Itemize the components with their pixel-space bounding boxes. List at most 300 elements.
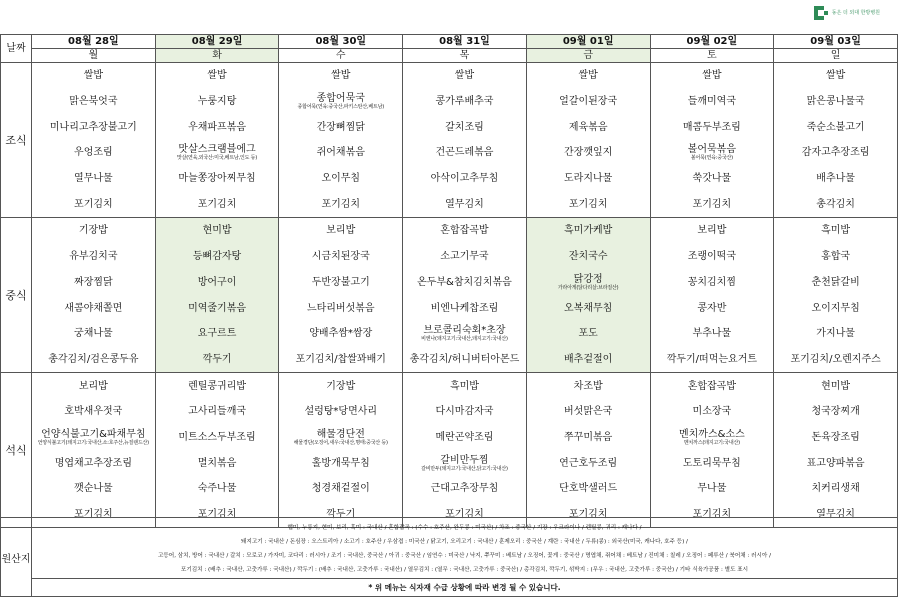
menu-item	[279, 244, 402, 270]
origin-section	[0, 517, 898, 597]
menu-item-name: 혼합잡곡밥	[687, 380, 737, 392]
menu-item	[403, 476, 526, 502]
menu-item-origin: 갈비만두(돼지고기:국내산,닭고기:국내산)	[421, 465, 508, 472]
menu-item	[651, 425, 774, 451]
menu-item-name: 근대고추장무침	[430, 483, 499, 495]
menu-item	[651, 244, 774, 270]
day-date: 08월 29일	[155, 35, 279, 49]
day-date: 08월 30일	[279, 35, 403, 49]
menu-item-name: 감자고추장조림	[801, 147, 870, 159]
day-of-week: 화	[155, 49, 279, 63]
menu-item	[156, 191, 279, 217]
menu-item-name: 종합어묵국	[316, 93, 365, 105]
menu-item-name: 총각김치/검은콩두유	[48, 353, 139, 365]
menu-item-name: 단호박샐러드	[559, 483, 618, 495]
menu-item	[279, 295, 402, 321]
menu-item-name: 보리밥	[326, 225, 356, 237]
menu-item	[774, 140, 897, 166]
menu-item	[32, 244, 155, 270]
menu-item-name: 보리밥	[78, 380, 108, 392]
menu-item-name: 오이지무침	[811, 302, 860, 314]
menu-item-name: 쥐어채볶음	[316, 147, 365, 159]
menu-item-name: 언양식불고기&파채무침	[41, 428, 146, 440]
menu-item	[156, 166, 279, 192]
day-of-week: 토	[650, 49, 774, 63]
menu-item-name: 건곤드레볶음	[435, 147, 494, 159]
menu-item	[403, 140, 526, 166]
menu-item	[32, 218, 155, 244]
menu-item-name: 볼어묵볶음	[687, 144, 737, 156]
menu-item	[774, 321, 897, 347]
menu-item	[527, 191, 650, 217]
hospital-logo	[814, 6, 880, 20]
menu-cell	[155, 373, 279, 528]
menu-cell	[526, 373, 650, 528]
menu-item	[156, 476, 279, 502]
menu-item-name: 오이무침	[321, 173, 361, 185]
menu-item	[279, 450, 402, 476]
menu-item-name: 흑미가케밥	[564, 225, 613, 237]
menu-item	[403, 425, 526, 451]
meal-label: 석식	[1, 373, 32, 528]
menu-item	[774, 399, 897, 425]
menu-item-name: 미트소스두부조림	[178, 431, 256, 443]
menu-item	[527, 89, 650, 115]
menu-item-name: 포기김치	[692, 509, 732, 521]
menu-cell	[650, 373, 774, 528]
menu-item	[651, 373, 774, 399]
menu-item-name: 조랭이떡국	[687, 251, 737, 263]
menu-item	[403, 270, 526, 296]
origin-lines	[32, 518, 897, 578]
menu-item-name: 열무김치	[816, 509, 855, 521]
menu-item	[403, 373, 526, 399]
menu-item-origin: 해물경단(오징어,새우:국내산,명태:중국산 등)	[293, 439, 388, 446]
menu-item-name: 표고양파볶음	[806, 457, 865, 469]
menu-item-name: 설렁탕*당면사리	[304, 406, 378, 418]
menu-item	[32, 270, 155, 296]
day-of-week: 일	[774, 49, 898, 63]
menu-item-name: 포기김치	[445, 509, 484, 521]
day-of-week: 금	[526, 49, 650, 63]
origin-note: * 위 메뉴는 식자재 수급 상황에 따라 변경 될 수 있습니다.	[32, 578, 897, 596]
menu-item-name: 쌀밥	[83, 70, 104, 82]
menu-cell	[526, 63, 650, 218]
menu-item	[527, 321, 650, 347]
menu-item-name: 흑미밥	[449, 380, 479, 392]
menu-item	[156, 140, 279, 166]
menu-item	[32, 425, 155, 451]
meal-label: 조식	[1, 63, 32, 218]
menu-item-origin: 멘치까스(돼지고기:국내산)	[683, 439, 740, 446]
menu-item	[774, 166, 897, 192]
menu-item	[279, 218, 402, 244]
menu-item	[774, 450, 897, 476]
menu-item-name: 미소장국	[692, 406, 732, 418]
menu-item-name: 포기김치	[692, 198, 732, 210]
menu-item-name: 멘치까스&소스	[678, 428, 745, 440]
menu-item	[527, 450, 650, 476]
menu-item-name: 포기김치/찹쌀꽈배기	[295, 353, 386, 365]
menu-item	[32, 450, 155, 476]
menu-item-name: 혼합잡곡밥	[440, 225, 489, 237]
menu-item	[403, 347, 526, 373]
menu-item-name: 누룽지탕	[197, 96, 237, 108]
menu-cell	[155, 63, 279, 218]
menu-item-name: 간장뼈찜닭	[316, 121, 365, 133]
menu-item-name: 배추겉절이	[564, 353, 613, 365]
menu-item-name: 포기김치	[568, 509, 608, 521]
menu-item	[279, 270, 402, 296]
menu-cell	[774, 218, 898, 373]
menu-item-name: 치커리생채	[811, 483, 860, 495]
menu-item	[32, 399, 155, 425]
menu-item-name: 홀방개묵무침	[311, 457, 370, 469]
menu-item	[527, 476, 650, 502]
menu-item-name: 춘천닭갈비	[811, 276, 860, 288]
menu-item	[279, 476, 402, 502]
menu-item	[156, 270, 279, 296]
menu-item-name: 비엔나케찹조림	[430, 302, 499, 314]
menu-cell	[155, 218, 279, 373]
menu-item-name: 요구르트	[197, 328, 237, 340]
menu-item-name: 등뼈감자탕	[192, 251, 242, 263]
day-date: 08월 31일	[403, 35, 527, 49]
menu-item-name: 잔치국수	[568, 251, 608, 263]
menu-item	[403, 191, 526, 217]
day-date: 09월 03일	[774, 35, 898, 49]
menu-item-name: 청국장찌개	[811, 406, 860, 418]
menu-item-name: 맑은콩나물국	[806, 96, 865, 108]
menu-item-name: 열무김치	[445, 198, 484, 210]
menu-item-name: 브로콜리숙회*초장	[423, 325, 506, 337]
menu-item	[527, 295, 650, 321]
menu-item	[651, 399, 774, 425]
menu-item	[156, 425, 279, 451]
menu-item-name: 짜장찜닭	[74, 276, 113, 288]
menu-item	[774, 270, 897, 296]
menu-item-name: 쌀밥	[331, 70, 351, 82]
menu-item-name: 부추나물	[692, 328, 732, 340]
menu-item	[527, 399, 650, 425]
menu-item-name: 명엽채고추장조림	[54, 457, 132, 469]
menu-item-name: 도라지나물	[564, 173, 613, 185]
menu-item	[279, 425, 402, 451]
menu-item-name: 깍두기	[202, 353, 232, 365]
menu-cell	[403, 218, 527, 373]
menu-item-name: 쌀밥	[207, 70, 227, 82]
menu-item-name: 홍합국	[821, 251, 851, 263]
menu-item-name: 방어구이	[197, 276, 237, 288]
day-date: 09월 02일	[650, 35, 774, 49]
menu-item	[403, 450, 526, 476]
menu-item-name: 가지나물	[816, 328, 855, 340]
logo-mark-icon	[814, 6, 828, 20]
menu-cell	[32, 373, 156, 528]
menu-item	[651, 450, 774, 476]
menu-item-name: 현미밥	[821, 380, 851, 392]
menu-item	[156, 218, 279, 244]
menu-item-name: 포기김치/오렌지주스	[790, 353, 881, 365]
logo-text: 동은 더 외대 한방병원	[831, 9, 880, 16]
origin-line: 고등어, 삼치, 방어 : 국내산 / 갈치 : 모로코 / 가자미, 코다리 : 러시아 / 조기 : 국내산, 중국산 / 아귀 : 중국산 / 임연수 : 미국산 / 낙지, 쭈꾸미 : 베트남 / 오징어, 꽃게 : 중국산 / 명엽채, 쥐어채 : 베트남 / 진미채 : 칠레 / 오징어 : 페루산 / 북어채 : 러시아 /	[158, 553, 771, 559]
menu-item	[403, 114, 526, 140]
menu-item-name: 양배추쌈*쌈장	[309, 328, 373, 340]
menu-item	[651, 191, 774, 217]
date-header-label: 날짜	[1, 35, 32, 63]
menu-item-origin: 가라아게(닭다리살:브라질산)	[557, 284, 619, 291]
menu-cell	[32, 63, 156, 218]
menu-item-name: 총각김치	[816, 198, 855, 210]
menu-item	[527, 270, 650, 296]
menu-cell	[403, 373, 527, 528]
menu-item-name: 새콤야채쫄면	[64, 302, 123, 314]
menu-cell	[650, 218, 774, 373]
menu-item	[651, 89, 774, 115]
menu-item	[527, 114, 650, 140]
menu-item-origin: 비엔나(돼지고기:국내산,돼지고기:국내산)	[421, 336, 508, 343]
menu-item-origin: 볼어묵(연육:중국산)	[690, 155, 733, 162]
menu-item	[32, 476, 155, 502]
menu-item-name: 청경채겉절이	[311, 483, 370, 495]
menu-item	[32, 321, 155, 347]
menu-item	[651, 166, 774, 192]
menu-item-name: 포도	[578, 328, 598, 340]
menu-cell	[774, 373, 898, 528]
menu-item-name: 얼갈이된장국	[559, 96, 618, 108]
menu-cell	[279, 373, 403, 528]
menu-item-name: 현미밥	[202, 225, 232, 237]
menu-item-name: 호박새우젓국	[64, 406, 123, 418]
origin-line: 햅미, 누룽지, 현미, 보리, 흑미 : 국내산 / 혼합잡곡 : (수수 : 호주산, 완두콩 : 미국산) / 차조 : 중국산 / 기장 : 우크라이나 / 렌틸콩, 귀리 : 캐나다 /	[287, 525, 642, 531]
menu-item-name: 다시마감자국	[435, 406, 494, 418]
menu-item-name: 우채파프볶음	[188, 121, 247, 133]
menu-item-name: 흑미밥	[821, 225, 851, 237]
menu-item	[156, 450, 279, 476]
menu-item	[403, 166, 526, 192]
menu-item	[527, 347, 650, 373]
menu-item-name: 포기김치	[197, 509, 237, 521]
origin-line: 포기김치 : (배추 : 국내산, 고춧가루 : 국내산) / 깍두기 : (배추 : 국내산, 고춧가루 : 국내산) / 열무김치 : (열무 : 국내산, 고춧가루 : 중국산) / 총각김치, 깍두기, 섞박지 : (무우 : 국내산, 고춧가루 : 중국산) / 기타 식육가공품 : 별도 표시	[180, 567, 749, 573]
menu-item-name: 무나물	[697, 483, 727, 495]
origin-line: 돼지고기 : 국내산 / 돈심장 : 오스트리아 / 소고기 : 호주산 / 우삼겹 : 미국산 / 닭고기, 오리고기 : 국내산 / 훈제오리 : 중국산 / 계란 : 국내산 / 두류(콩) : 외국산(미국, 캐나다, 호주 등) /	[241, 539, 688, 545]
menu-item-name: 기장밥	[326, 380, 356, 392]
menu-item	[32, 114, 155, 140]
menu-item-name: 죽순소불고기	[806, 121, 865, 133]
menu-item-name: 포기김치	[74, 198, 113, 210]
menu-item-name: 렌틸콩귀리밥	[188, 380, 247, 392]
menu-item-name: 미나리고추장불고기	[49, 121, 137, 133]
day-of-week: 수	[279, 49, 403, 63]
menu-item	[279, 140, 402, 166]
menu-item-name: 버섯맑은국	[564, 406, 613, 418]
menu-item	[527, 244, 650, 270]
menu-item-name: 포기김치	[321, 198, 361, 210]
menu-item	[651, 218, 774, 244]
menu-item-name: 간장깻잎지	[564, 147, 613, 159]
menu-item-name: 포기김치	[74, 509, 113, 521]
menu-item	[279, 114, 402, 140]
menu-item-name: 유부김치국	[69, 251, 118, 263]
menu-item	[774, 425, 897, 451]
menu-item	[403, 399, 526, 425]
menu-item-name: 보리밥	[697, 225, 727, 237]
menu-cell	[279, 63, 403, 218]
menu-item-name: 깻순나물	[74, 483, 113, 495]
menu-item	[774, 63, 897, 89]
menu-item-name: 갈치조림	[445, 121, 484, 133]
menu-item	[403, 89, 526, 115]
menu-item	[156, 321, 279, 347]
menu-item-name: 도토리묵무침	[682, 457, 741, 469]
menu-item	[774, 347, 897, 373]
menu-item-name: 쭈꾸미볶음	[564, 431, 613, 443]
menu-item-name: 제육볶음	[568, 121, 608, 133]
menu-item-name: 포기김치	[197, 198, 237, 210]
menu-item	[32, 191, 155, 217]
menu-item	[403, 321, 526, 347]
menu-cell	[526, 218, 650, 373]
menu-item	[527, 63, 650, 89]
menu-item	[156, 63, 279, 89]
menu-item-origin: 종합어묵(연육:중국산,파키스탄산,베트남)	[297, 104, 384, 111]
menu-item-name: 마늘쫑장아찌무침	[178, 173, 256, 185]
menu-item	[279, 399, 402, 425]
menu-item	[527, 373, 650, 399]
menu-item	[32, 166, 155, 192]
menu-item-name: 오복채무침	[564, 302, 613, 314]
menu-item	[651, 295, 774, 321]
menu-item-name: 차조밥	[573, 380, 603, 392]
menu-item	[156, 244, 279, 270]
menu-item-name: 소고기무국	[440, 251, 489, 263]
menu-item	[156, 114, 279, 140]
menu-item	[774, 191, 897, 217]
menu-item	[32, 373, 155, 399]
menu-item	[774, 218, 897, 244]
menu-item	[279, 166, 402, 192]
menu-item-name: 쌀밥	[702, 70, 722, 82]
menu-item-name: 맛살스크램블에그	[178, 144, 256, 156]
menu-item-name: 들깨미역국	[687, 96, 737, 108]
menu-item-name: 콩자반	[697, 302, 727, 314]
menu-item	[774, 114, 897, 140]
menu-item-name: 쌀밥	[825, 70, 846, 82]
menu-item-name: 콩가루배추국	[435, 96, 494, 108]
menu-item	[156, 89, 279, 115]
menu-item	[32, 295, 155, 321]
menu-item	[527, 425, 650, 451]
menu-item	[527, 140, 650, 166]
menu-item-name: 기장밥	[78, 225, 108, 237]
menu-cell	[774, 63, 898, 218]
menu-item-name: 미역줄기볶음	[188, 302, 247, 314]
menu-item	[651, 140, 774, 166]
menu-item	[774, 373, 897, 399]
menu-item	[403, 295, 526, 321]
day-date: 08월 28일	[32, 35, 156, 49]
menu-item	[403, 244, 526, 270]
menu-item-name: 숙주나물	[197, 483, 237, 495]
menu-item-name: 포기김치	[568, 198, 608, 210]
meal-label: 중식	[1, 218, 32, 373]
menu-item	[651, 476, 774, 502]
menu-item-name: 쌀밥	[578, 70, 598, 82]
menu-item-name: 깍두기/떠먹는요거트	[666, 353, 758, 365]
menu-item	[32, 89, 155, 115]
menu-item	[156, 347, 279, 373]
menu-cell	[403, 63, 527, 218]
menu-item	[403, 218, 526, 244]
menu-item	[32, 140, 155, 166]
menu-item-name: 아삭이고추무침	[430, 173, 499, 185]
menu-item-name: 궁채나물	[74, 328, 113, 340]
menu-item-name: 쌀밥	[454, 70, 475, 82]
menu-item-name: 깍두기	[326, 509, 356, 521]
menu-item	[279, 191, 402, 217]
menu-item	[774, 476, 897, 502]
menu-item-name: 갈비만두찜	[440, 454, 489, 466]
menu-item	[651, 270, 774, 296]
day-date: 09월 01일	[526, 35, 650, 49]
menu-item	[651, 114, 774, 140]
menu-item	[774, 295, 897, 321]
menu-item	[527, 166, 650, 192]
menu-item	[651, 321, 774, 347]
menu-item	[651, 63, 774, 89]
menu-item-origin: 언양식불고기(돼지고기:국내산,소:호주산,뉴질랜드산)	[37, 439, 149, 446]
day-of-week: 목	[403, 49, 527, 63]
menu-item-name: 맑은북엇국	[69, 96, 118, 108]
day-of-week: 월	[32, 49, 156, 63]
menu-item	[156, 373, 279, 399]
menu-item	[156, 399, 279, 425]
menu-item-name: 시금치된장국	[311, 251, 370, 263]
menu-item-name: 두반장불고기	[311, 276, 370, 288]
menu-item	[774, 244, 897, 270]
menu-item-name: 멸치볶음	[197, 457, 237, 469]
menu-item	[279, 321, 402, 347]
menu-item	[774, 89, 897, 115]
menu-item	[279, 373, 402, 399]
menu-item-name: 꽁치김치찜	[687, 276, 737, 288]
menu-item-name: 총각김치/허니버터아몬드	[409, 353, 520, 365]
menu-item-origin: 맛살(연육,외국산:미국,베트남,인도 등)	[177, 155, 258, 162]
menu-item-name: 고사리들깨국	[188, 406, 247, 418]
menu-item	[279, 63, 402, 89]
menu-item	[403, 63, 526, 89]
menu-item	[527, 218, 650, 244]
menu-item-name: 돈육장조림	[811, 431, 860, 443]
menu-item	[279, 89, 402, 115]
menu-item-name: 닭강정	[573, 273, 603, 285]
origin-label: 원산지	[1, 518, 32, 596]
menu-item	[32, 347, 155, 373]
menu-item-name: 느타리버섯볶음	[306, 302, 375, 314]
menu-item-name: 쑥갓나물	[692, 173, 732, 185]
menu-table	[0, 34, 898, 528]
menu-item	[651, 347, 774, 373]
menu-item	[32, 63, 155, 89]
menu-item-name: 매콤두부조림	[682, 121, 741, 133]
menu-item-name: 메란곤약조림	[435, 431, 494, 443]
menu-item	[279, 347, 402, 373]
menu-item-name: 우엉조림	[74, 147, 113, 159]
menu-item-name: 연근호두조림	[559, 457, 618, 469]
menu-cell	[650, 63, 774, 218]
menu-item-name: 열무나물	[74, 173, 113, 185]
menu-item-name: 배추나물	[816, 173, 855, 185]
